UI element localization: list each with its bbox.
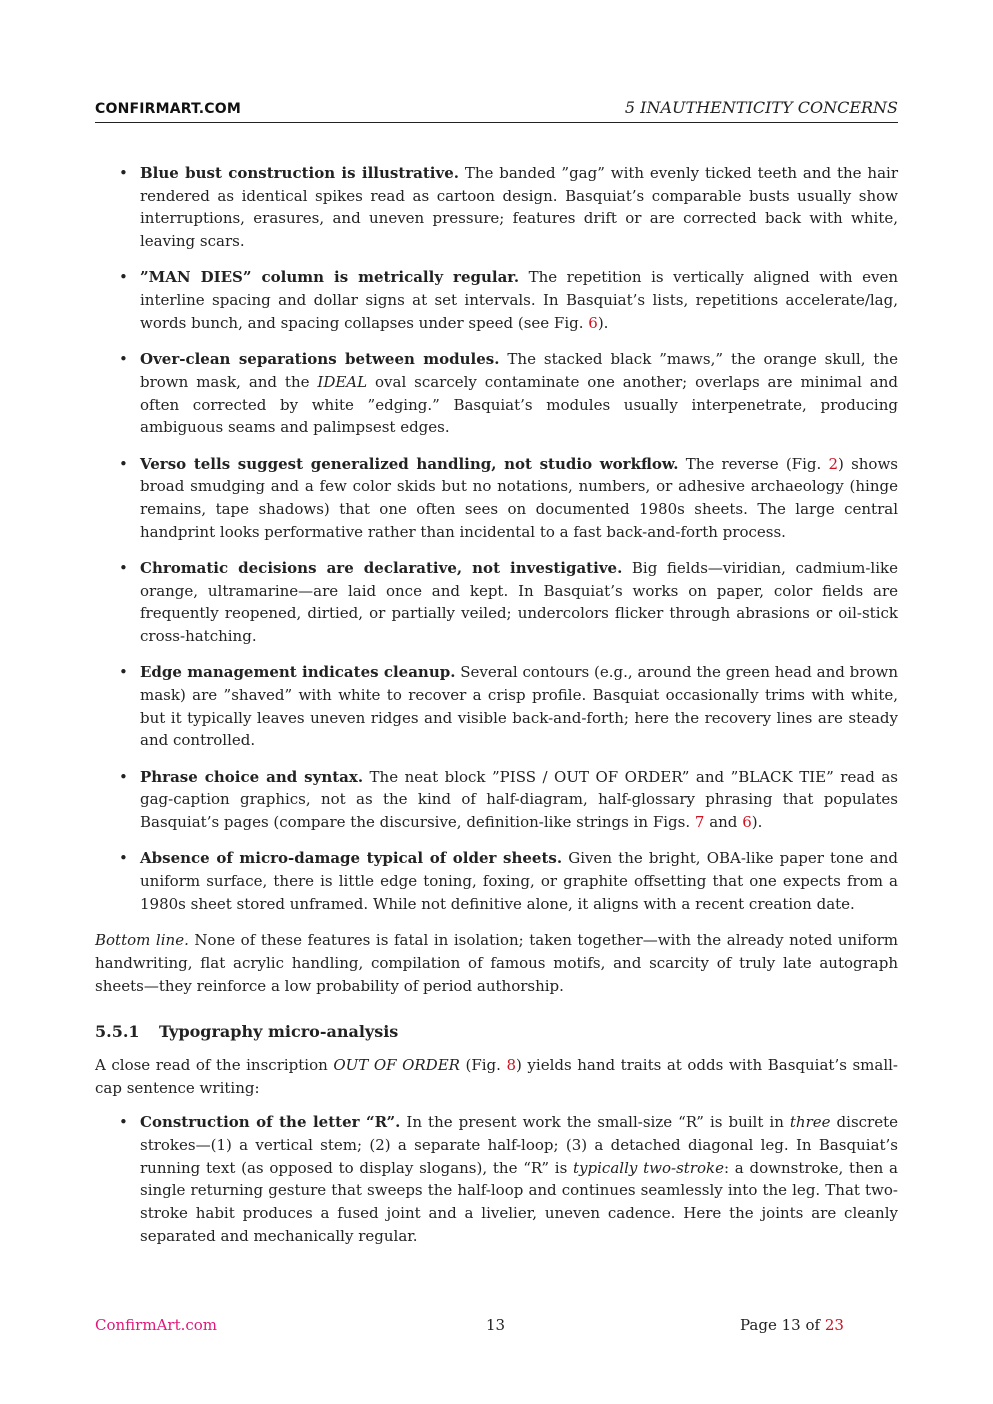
running-title: 5 INAUTHENTICITY CONCERNS [624,98,898,117]
bullet-icon: • [119,558,128,577]
intro-text: A close read of the inscription [95,1055,334,1074]
bullet-icon: • [119,164,128,182]
intro-text: ) yields hand traits at odds with Basquiat’s small-cap sentence writing: [95,1055,898,1097]
list-item [95,661,898,752]
item-heading: ”MAN DIES” column is metrically regular. [140,268,520,287]
item-text: Given the bright, OBA-like paper tone and uniform surface, there is little edge toning, foxing, or graphite offsetting that one expects from a 1980s sheet stored unframed. While not definitive alone, it aligns with a recent creation date. [140,849,898,913]
list-item [95,557,898,648]
bullet-icon: • [119,849,128,868]
item-heading: Verso tells suggest generalized handling, not studio workflow. [140,454,679,473]
bullet-icon: • [119,454,128,473]
main-content [95,162,898,1261]
item-heading: Blue bust construction is illustrative. [140,164,459,182]
item-heading: Edge management indicates cleanup. [140,663,456,682]
item-text: The repetition is vertically aligned with even interline spacing and dollar signs at set intervals. In Basquiat’s lists, repetitions accelerate/lag, words bunch, and spacing collapses under speed (see Fig. [140,268,898,332]
item-text: discrete strokes—(1) a vertical stem; (2) a separate half-loop; (3) a detached diagonal leg. In Basquiat’s running text (as opposed to display slogans), the “R” is [140,1113,898,1177]
figure-link[interactable]: 7 [694,813,705,832]
intro-paragraph [95,1054,898,1099]
item-text: The neat block ”PISS / OUT OF ORDER” and ”BLACK TIE” read as gag-caption graphics, not as the kind of half-diagram, half-glossary phrasing that populates Basquiat’s pages (compare the discursive, definition-like strings in Figs. [140,767,899,832]
figure-link[interactable]: 6 [588,313,598,332]
item-text: The stacked black ”maws,” the orange skull, the brown mask, and the [140,350,898,391]
bullet-icon: • [119,767,128,786]
list-item [95,453,898,544]
item-heading: Absence of micro-damage typical of older sheets. [140,849,563,868]
section-heading [95,1021,898,1044]
list-item [95,766,898,834]
item-text: ) shows broad smudging and a few color skids but no notations, numbers, or adhesive archaeology (hinge remains, tape shadows) that one often sees on documented 1980s sheets. The large central handprint looks performative rather than incidental to a fast back-and-forth process. [140,454,899,541]
page-count [740,1316,844,1334]
bottom-line-paragraph [95,929,898,997]
list-item [95,1111,898,1247]
typography-list [95,1111,898,1247]
item-heading: Construction of the letter “R”. [140,1113,401,1132]
bullet-icon: • [119,663,128,682]
item-emphasis: three [789,1113,831,1132]
item-heading: Phrase choice and syntax. [140,767,364,786]
bottom-line-text: None of these features is fatal in isolation; taken together—with the already noted uniform handwriting, flat acrylic handling, compilation of famous motifs, and scarcity of truly late autograph sheets—they reinforce a low probability of period authorship. [95,931,898,995]
page-footer [95,1316,898,1340]
confirmart-logo: CONFIRMART.COM [95,101,242,117]
list-item [95,266,898,334]
item-text: : a downstroke, then a single returning gesture that sweeps the half-loop and continues seamlessly into the leg. That two-stroke habit produces a fused joint and a livelier, uneven cadence. Here the joints are cleanly separated and mechanically regular. [140,1158,898,1245]
page-header [95,96,898,123]
item-text: and [704,813,743,832]
list-item [95,348,898,439]
last-page-link[interactable]: 23 [824,1316,844,1334]
item-text: ). [751,813,763,832]
bullet-icon: • [119,350,128,369]
item-heading: Over-clean separations between modules. [140,350,500,369]
item-text: ). [597,313,609,332]
item-text: oval scarcely contaminate one another; overlaps are minimal and often corrected by white ”edging.” Basquiat’s modules usually interpenetrate, producing ambiguous seams and palimpsest edges. [140,372,898,437]
figure-link[interactable]: 6 [742,813,752,832]
inscription-name: OUT OF ORDER [333,1055,460,1074]
item-text: The banded ”gag” with evenly ticked teeth and the hair rendered as identical spikes read as cartoon design. Basquiat’s comparable busts usually show interruptions, erasures, and uneven pressure; features drift or are corrected back with white, leaving scars. [140,164,898,251]
footer-site-link[interactable]: ConfirmArt.com [95,1316,218,1334]
item-text: Big fields—viridian, cadmium-like orange, ultramarine—are laid once and kept. In Basquiat’s works on paper, color fields are frequently reopened, dirtied, or partially veiled; undercolors flicker through abrasions or oil-stick cross-hatching. [140,558,898,646]
item-emphasis: IDEAL [317,372,368,391]
list-item [95,162,898,253]
item-text: Several contours (e.g., around the green head and brown mask) are ”shaved” with white to recover a crisp profile. Basquiat occasionally trims with white, but it typically leaves uneven ridges and visible back-and-forth; here the recovery lines are steady and controlled. [140,663,898,750]
bullet-icon: • [119,1113,128,1132]
page-number: 13 [486,1316,506,1334]
item-emphasis: typically two-stroke [573,1158,724,1177]
figure-link[interactable]: 2 [828,454,839,473]
list-item [95,847,898,915]
page-count-text: Page 13 of [740,1316,825,1334]
item-text: The reverse (Fig. [678,454,829,473]
bottom-line-label: Bottom line. [95,931,189,950]
intro-text: (Fig. [459,1055,507,1074]
bullet-icon: • [119,268,128,287]
figure-link[interactable]: 8 [506,1055,517,1074]
item-text: In the present work the small-size “R” is built in [400,1113,790,1132]
item-heading: Chromatic decisions are declarative, not investigative. [140,558,623,577]
section-title: Typography micro-analysis [159,1022,399,1042]
concerns-list [95,162,898,916]
section-number: 5.5.1 [95,1022,140,1042]
